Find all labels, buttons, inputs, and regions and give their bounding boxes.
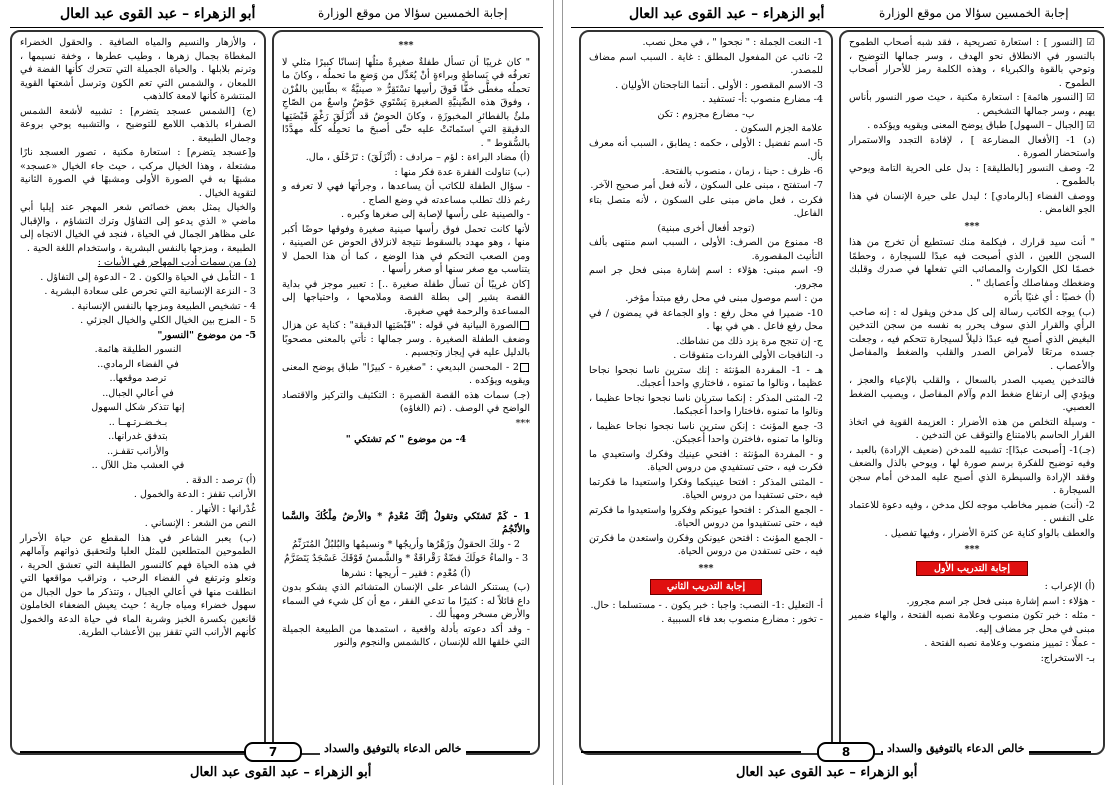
answer-span: 2 - المحسن البديعي : "صغيرة - كبيرًا" طباق يوضح المعنى ويقويه ويؤكده . [282, 361, 530, 386]
answer-text: 2- وصف النسور [بالطليقة] : بدل على الحرية التامة ويوحي بالطموح . [849, 162, 1095, 187]
list-item: 5 - المزج بين الخيال الكلي والخيال الجزئي . [80, 315, 256, 326]
answer-text: *** [515, 417, 530, 429]
answer-text: (د) 1- [الأفعال المضارعة ] ، لإفادة التجدد والاستمرار واستحضار الصورة . [849, 134, 1096, 159]
answer-text: ج- إن تنجح مرة يزد ذلك من نشاطك. [676, 335, 823, 347]
header-author: أبو الزهراء – عبد القوى عبد العال [629, 6, 825, 22]
poem-line: في الفضاء الرمادي.. [97, 358, 179, 370]
answer-text [282, 361, 530, 388]
poem-line: ترصد موقعها.. [109, 373, 167, 384]
footer-text: خالص الدعاء بالتوفيق والسداد [320, 742, 466, 758]
separator: *** [964, 544, 980, 555]
answer-text: 2- نائب عن المفعول المطلق : غاية . السبب اسم مضاف للمصدر. [589, 51, 823, 76]
poem-line: النسور الطليقة هائمة. [94, 344, 182, 355]
poem-verse: (أ) مُعْدِم : فقير – أريجها : نشرها [341, 567, 471, 579]
answer-text: ب- مضارع مجزوم : تكن [657, 108, 755, 120]
answer-text: (ج) [الشمس عسجد يتضرم] : تشبيه لأشعة الشمس الصفراء بالذهب اللامع للتوضيح ، والتشبيه يوحي بروعة وجمال الطبيعة . [20, 105, 256, 144]
answer-text: و - المفردة المؤنثة : افتحي عينيك وفكرك واستعيدي ما فكرت فيه ، حتى تستفيدي من دروس الحياة. [589, 448, 823, 473]
answer-text: ☑ [النسور ] : استعارة تصريحية ، فقد شبه أصحاب الطموح بالنسور في الانطلاق نحو الهدف ، وسر جمالها التوضيح ، وتوحي بالقوة والكبرياء ، وهذه الكلمة رمز للأحرار أصحاب الطموح . [849, 37, 1095, 89]
exercise-title-badge: إجابة التدريب الثاني [650, 579, 762, 595]
poem-line: والأرانب تقفـز.. [107, 445, 169, 457]
answer-text: بـ- الاستخراج: [1040, 652, 1095, 664]
answer-text: - سؤال الطفلة للكاتب أن يساعدها ، وجرأتها فهي لا تعرفه و رغم ذلك تطلب مساعدته في وضع الصاج . [282, 181, 530, 206]
answer-text: (أ) مضاد البراءة : لؤم – مرادف : (أنْزَلَقَ) : تَزَحْلَق ، مال. [305, 152, 530, 163]
answer-text: 4- مضارع منصوب :أ- تستفيد . [702, 94, 823, 105]
answer-text: 10- ضميرا في محل رفع : واو الجماعة في يمضون / في محل رفع فاعل . هي في بها . [589, 307, 823, 332]
section-title: 1 - كَمْ تَشتَكي وتقولُ إنَّكَ مُعْدِمٌ * والأرضُ مِلْكُكَ والسَّما والأنْجُمُ [282, 510, 530, 535]
poem-verse: 3 - والماءُ حَولَكَ فضّةٌ رَقْراقَةٌ * والشَّمسُ فَوْقَكَ عَسْجَدٌ يَتَضَرَّمُ [283, 553, 529, 564]
answer-text: (توجد أفعال أخرى مبنية) [657, 222, 755, 234]
footer-rule [20, 751, 260, 753]
answer-text: [كان غريبًا أن تسأل طفلة صغيرة ..] : تعبير موجز في بداية القصة يشير إلى بطلة القصة وملامحها ، واحتياجها إلى المساعدة والرحمة فهي صغيرة. [282, 278, 530, 317]
poem-line: بتدفق غدرانها.. [108, 431, 168, 442]
section-title: 5- من موضوع "النسور" [157, 329, 256, 341]
separator: *** [698, 562, 714, 574]
header-title: إجابة الخمسين سؤالا من موقع الوزارة [318, 6, 508, 20]
answer-text: (أ) الإعراب : [1044, 581, 1095, 592]
answer-text: - عملًا : تمييز منصوب وعلامة نصبه الفتحة . [924, 638, 1095, 649]
poem-line: بـخـضـرتـهــا .. [108, 416, 168, 428]
answer-text: علامة الجزم السكون . [734, 123, 823, 134]
answer-text: (جـ)1- [أصبحت عبدًا]: تشبيه للمدخن (ضعيف الإرادة) بالعبد ، وفيه توضيح للفكرة برسم صورة لها ، ويوحي بالذل والضعف وفقد الإرادة والسيطرة الذي أصبح عليه المدخن أمام سجن السيجارة . [849, 444, 1095, 496]
column-left [10, 30, 266, 755]
answer-text: - الجمع المذكر : افتحوا عيونكم وفكروا واستعيدوا ما فكرتم فيه ، حتى تستفيدوا من دروس الحياة. [589, 504, 823, 529]
header-author: أبو الزهراء – عبد القوى عبد العال [60, 6, 256, 22]
answer-text: ☑ [النسور هائمة] : استعارة مكنية ، حيث صور النسور بأناس يهيم ، وسر جمالها التشخيص . [849, 92, 1095, 117]
header-rule [571, 27, 1104, 28]
answer-text: والخيال يمثل بعض خصائص شعر المهجر عند إيليا أبي ماضي « الذي يدعو إلى التفاؤل وترك التشاؤم ، والإقبال على مظاهر الجمال في الحياة ، فنجد في الخيال الاتجاه إلى الطبيعة ، ومزجها بالنفس البشرية ، واستخدام اللغة الحية . [20, 202, 256, 254]
answer-text: الأرانب تقفز : الدعة والخمول . [133, 489, 256, 500]
footer-text: خالص الدعاء بالتوفيق والسداد [883, 742, 1029, 758]
checkbox-icon [520, 321, 529, 330]
answer-text: هـ - 1- المفردة المؤنثة : إنك سترين ناسا نجحوا نجاحا عظيما ، ونالوا ما تمنوه ، فاختاري واحدا أعجبك. [589, 364, 823, 389]
answer-text: 2- المثنى المذكر : إنكما ستريان ناسا نجحوا نجاحا عظيما ، ونالوا ما تمنوه ،فاختارا واحدا أعجبكما. [589, 392, 823, 417]
answer-text: ووصف الفضاء [بالرمادي] ؛ ليدل على حيرة الإنسان في هذا الجو الغامض . [849, 190, 1095, 215]
separator: *** [398, 40, 414, 51]
bottom-author: أبو الزهراء – عبد القوى عبد العال [736, 765, 918, 780]
column-left [579, 30, 833, 755]
answer-heading: (د) من سمات أدب المهاجر في الأبيات : [97, 257, 256, 268]
answer-text: من : اسم موصول مبنى في محل رفع مبتدأ مؤخر. [625, 293, 823, 304]
list-item: 1 - التأمل في الحياة والكون . 2 - الدعوة إلى التفاؤل . [40, 271, 256, 283]
poem-line: في أعالي الجبال.. [102, 387, 174, 399]
answer-text: 5- اسم تفضيل : الأولى ، حكمه : يطابق ، السبب أنه معرف بأل. [589, 137, 823, 162]
footer-rule [581, 751, 801, 753]
answer-text: (ب) يعبر الشاعر في هذا المقطع عن حياة الأحرار الطموحين المتطلعين للمثل العليا ولتحقيق ذواتهم وآمالهم في هذه الحياة فهم كالنسور الطليقة التي تعشق الحرية ، وتعلو وترتفع في الفضاء الرحب ، وتراقب مواقعها التي انطلقت منها في أعالي الجبال ، وتتذكر ما حول الجبال من سهول خضراء ومياه جارية ؛ حيث يعيش الضعفاء الخاملون قانعين بكسرة الخبز وشربة الماء في حياة الدعة والخمول كأنهم الأرانب التي تقفز بين الأعشاب الطرية. [20, 532, 256, 638]
page-number: 8 [817, 742, 875, 762]
answer-text: - مثله : خبر تكون منصوب وعلامة نصبه الفتحة ، والهاء ضمير مبنى في محل جر مضاف إليه. [849, 610, 1095, 635]
answer-text: ، والأزهار والنسيم والمياه الصافية . والحقول الخضراء المغطاة بجمال زهرها ، وطيب عطرها ، وخفة نسيمها ، وترنم بلابلها . والحياة الجميلة التي تتحرك كأنها الفضة في اللمعان ، والشمس التي تعم الكون وترسل أشعتها القوية المنتشرة كأنها لامعة كالذهب [20, 37, 256, 102]
answer-text: - هؤلاء : اسم إشارة مبنى فحل جر اسم مجرور. [906, 595, 1095, 607]
answer-text: - وسيلة التخلص من هذه الأضرار : العزيمة القوية في اتخاذ القرار الحاسم بالامتناع والتوقف عن التدخين . [849, 416, 1095, 441]
answer-text: 3- جمع المؤنث : إنكن سترين ناسا نجحوا نجاحا عظيما ، ونالوا ما تمنوه ،فاخترن واحدا أعجبكن. [589, 420, 823, 445]
column-right [272, 30, 540, 755]
answer-text: (ب) تناولت الفقرة عدة فكر منها : [394, 166, 530, 178]
passage-text: " كان غريبًا أن تسأل طفلةٌ صغيرةٌ مثلُها إنسانًا كبيرًا مثلي لا تعرفُه في بَساطةٍ وبراءةٍ أنْ يُعَدِّل من وَضعِ ما تحملُه ، وكانَ ما تحملُه مغطَّى خفًّا فَوقَ رأسِها تسْتَقِرُّ « صينيَّةٌ » بطّابين بالفُرْن ، وفوقَ هذه الصِّينيَّةِ الصغيرةِ يَسْتَوي حَوْضٌ واسعٌ من الصّاجِ ملئٌ بالفطائرِ المخبوزَةِ ، وكانَ الحوضُ قد أَنْزَلَقَ رَغْمَ قَبْضَتِها الدقيقةِ التي استَماتَتْ عليه حتّى أصبحَ ما تحمِلُه كلُّه مهدَّدًا بالسُّقوط " . [282, 56, 530, 149]
answer-text: (جـ) سمات هذه القصة القصيرة : التكثيف والتركيز والاقتصاد الواضح في الوصف . (تم (الغاؤه) [282, 389, 530, 414]
list-item: 3 - النزعة الإنسانية التي تحرص على سعادة البشرية . [44, 286, 256, 297]
checkbox-icon [520, 363, 529, 372]
spacer [282, 450, 530, 510]
answer-text: 9- اسم مبنى: هؤلاء : اسم إشارة مبنى فحل جر اسم مجرور. [589, 265, 823, 290]
list-item: 4 - تشخيص الطبيعة ومزجها بالنفس الإنسانية . [71, 300, 256, 312]
answer-text: فكرت ، فعل ماض مبنى على السكون ، لأنه متصل بتاء الفاعل. [589, 194, 823, 219]
answer-text: - الجمع المؤنث : افتحن عيونكن وفكرن واستعدن ما فكرتن فيه ، حتى تستفدن من دروس الحياة. [589, 532, 823, 557]
answer-text: غُدْرانها : الأنهار . [190, 503, 256, 515]
answer-text: (أ) خصبًا : أي غنيًا بأثره [1003, 292, 1095, 303]
passage-text: " أنت سيد قرارك ، فيكلمة منك تستطيع أن تخرج من هذا السجن اللعين ، الذي أصبحت فيه عبدًا للسيجارة ، وحطمًا خصمًا لكل الكوارث والمصائب التي تفعلها في صدرك وقلبك وضغطك ومفاصلك وأعصابك " . [849, 237, 1095, 289]
answer-text: د- النافجات الأولى الفردات متفوقات . [673, 350, 823, 361]
separator: *** [964, 220, 980, 232]
answer-text: - وقد أكد دعوته بأدلة واقعية ، استمدها من الطبيعة الجميلة التي خلقها الله للإنسان ، كالشمس والنجوم والنور [282, 623, 530, 648]
page-7 [0, 0, 553, 785]
answer-text: (أ) ترصد : الدقة . [185, 474, 256, 486]
answer-text: - والصينية على رأسها لإصابة إلى صغرها وكبره . [340, 209, 530, 220]
answer-text: أ- التعليل :1- النصب: واجبا : خبر يكون . - مستسلما : حال. [590, 599, 823, 611]
exercise-title-badge: إجابة التدريب الأول [916, 561, 1028, 577]
answer-text: النص من الشعر : الإنساني . [144, 518, 256, 529]
answer-text: 1- النعت الجملة : " نجحوا " ، في محل نصب. [642, 37, 823, 48]
bottom-author: أبو الزهراء – عبد القوى عبد العال [190, 765, 372, 780]
answer-text: 3- الاسم المقصور : الأولى . أنتما الناجحتان الأوليان . [615, 79, 823, 91]
answer-span: الصورة البيانية في قوله : "قَبْضَتِها الدقيقة" : كناية عن هزال وضعف الطفلة الصغيرة . وسر جمالها : تأتي بالمعنى مصحوبًا بالدليل عليه في إيجاز وتجسيم . [282, 320, 530, 358]
poem-line: إنها تتذكر شكل السهول [91, 402, 185, 413]
header-rule [10, 27, 543, 28]
answer-text: لأنها كانت تحمل فوق رأسها صينية صغيرة وفوقها حوضًا أكبر منها ، وهو مهدد بالسقوط نتيجة لانزلاق الحوض عن الصينية ، ومن الصعب التحكم في هذا الوضع ، كما أن هذا الحمل لا يتناسب مع صغر سنها أو صغر رأسها . [282, 223, 530, 275]
column-right [839, 30, 1105, 755]
answer-text: و[عسجد يتضرم] : استعارة مكنية ، تصور العسجد نارًا مشتعلة ، وهذا الخيال مركب ، حيث جاء الخيال «عسجد» مشبهًا به في الصورة الأولى ومشبهًا في الصورة الثانية لتقوية الخيال . [20, 147, 256, 199]
page-number: 7 [244, 742, 302, 762]
header-title: إجابة الخمسين سؤالا من موقع الوزارة [879, 6, 1069, 20]
answer-text: 7- استفتح ، مبنى على السكون ، لأنه فعل أمر صحيح الآخر. [590, 180, 823, 191]
answer-text: - تخور : مضارع منصوب بعد فاء السببية . [661, 614, 823, 625]
answer-text: 2- (أنت) ضمير مخاطب موجه لكل مدخن ، وفيه دعوة للاعتماد على النفس . [849, 499, 1095, 524]
answer-text: ☑ [الجبال – السهول] طباق يوضح المعنى ويقويه ويؤكده . [867, 120, 1095, 131]
poem-line: في العشب مثل اللآل .. [91, 460, 185, 471]
answer-text: 6- ظرف : حينا ، زمان ، منصوب بالفتحة. [661, 165, 823, 177]
answer-text: (ب) يستنكر الشاعر على الإنسان المتشائم الذي يشكو بدون داع قائلاً له : كثيرًا ما تدعي الفقر ، مع أن كل شيء في السماء والأرض مسخر ومهيأ لك . [282, 582, 530, 620]
answer-text [282, 319, 530, 360]
answer-text: فالتدخين يصيب الصدر بالسعال ، والقلب بالإعياء والعجز ، ويؤدي إلى ارتفاع ضغط الدم وآلام المفاصل ، ويصيب الضغط العصبي. [849, 375, 1095, 413]
page-8 [561, 0, 1114, 785]
poem-verse: 2 - ولكَ الحقولُ وزَهْرُها وأريجُها * ونسيمُها والبُلبُلُ المُتَرَنِّمُ [291, 538, 521, 550]
separator: 4- من موضوع " كم تشتكي " [345, 434, 467, 445]
answer-text: والعطف بالواو كناية عن كثرة الأضرار ، وفيها تفصيل . [884, 527, 1095, 539]
answer-text: (ب) يوجه الكاتب رسالة إلى كل مدخن ويقول له : إنه صاحب الرأي والقرار الذي سوف يحرر به نفسه من سجن التدخين البغيض الذي أصبح فيه عبدًا ذليلاً لسيجارة تتحكم فيه ، وجعلت جسده مرتعًا لأمراض الصدر والقلب والضغط والمفاصل والأعصاب . [849, 306, 1095, 372]
answer-text: 8- ممنوع من الصرف: الأولى ، السبب اسم منتهى بألف التأنيث المقصورة. [589, 237, 823, 262]
answer-text: - المثنى المذكر : افتحا عينيكما وفكرا واستعيدا ما فكرتما فيه ،حتى تستفيدا من دروس الحياة. [589, 476, 823, 501]
